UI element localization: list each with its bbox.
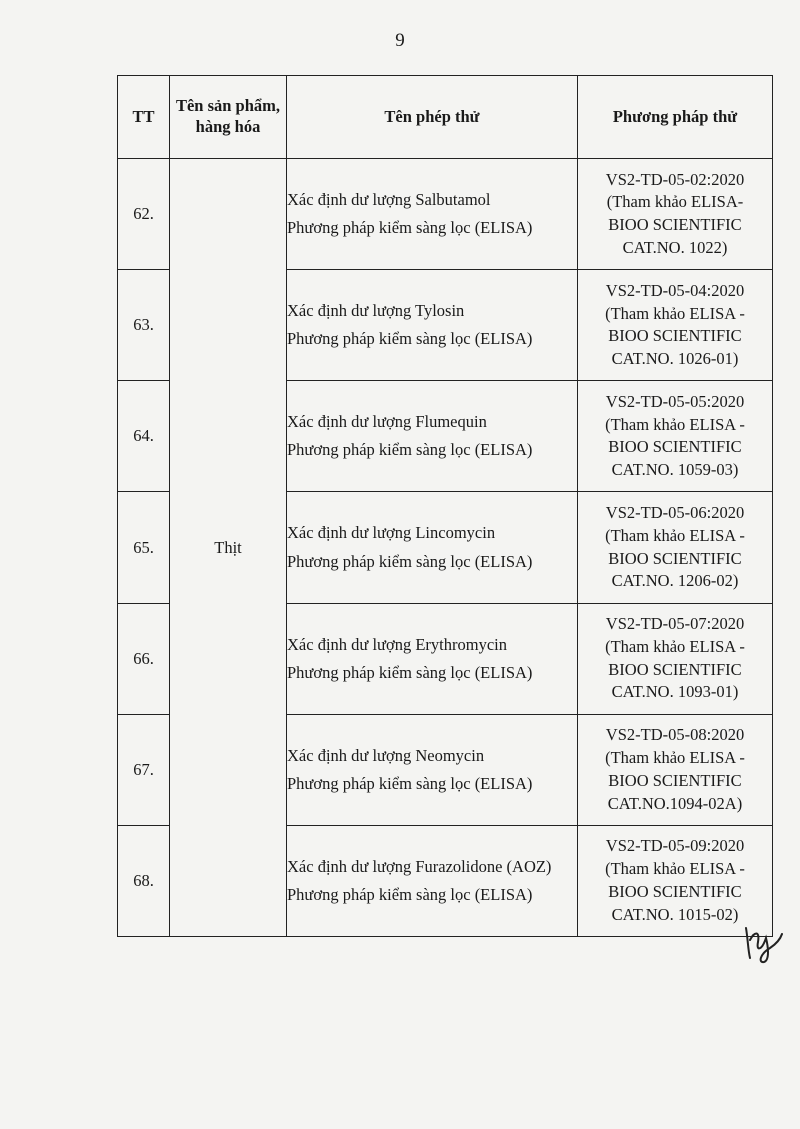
header-test-name: Tên phép thử — [287, 76, 578, 159]
method-reference-line2: BIOO SCIENTIFIC — [608, 437, 742, 457]
row-number: 65. — [118, 492, 170, 603]
row-number: 62. — [118, 159, 170, 270]
method-reference-line2: BIOO SCIENTIFIC — [608, 215, 742, 235]
method-reference-line3: CAT.NO. 1093-01) — [611, 682, 739, 702]
method-reference-line3: CAT.NO. 1059-03) — [611, 460, 739, 480]
method-cell — [578, 603, 773, 714]
method-cell — [578, 159, 773, 270]
test-name-cell — [287, 825, 578, 936]
method-reference-line2: BIOO SCIENTIFIC — [608, 770, 742, 790]
method-code: VS2-TD-05-09:2020 — [605, 836, 745, 856]
method-reference-line1: (Tham khảo ELISA - — [605, 414, 745, 434]
method-reference-line2: BIOO SCIENTIFIC — [608, 659, 742, 679]
table-row — [118, 159, 773, 270]
test-name-cell — [287, 159, 578, 270]
test-method-note: Phương pháp kiểm sàng lọc (ELISA) — [287, 884, 533, 904]
method-reference-line1: (Tham khảo ELISA- — [606, 192, 744, 212]
test-name: Xác định dư lượng Tylosin — [287, 301, 465, 321]
table-header-row — [118, 76, 773, 159]
header-product: Tên sản phẩm, hàng hóa — [170, 76, 287, 159]
method-reference-line3: CAT.NO. 1015-02) — [611, 904, 739, 924]
test-name: Xác định dư lượng Salbutamol — [287, 190, 491, 210]
method-reference-line3: CAT.NO. 1022) — [622, 237, 728, 257]
page-number: 9 — [395, 30, 405, 51]
method-reference-line1: (Tham khảo ELISA - — [605, 859, 745, 879]
row-number: 63. — [118, 270, 170, 381]
test-name: Xác định dư lượng Flumequin — [287, 412, 487, 432]
method-code: VS2-TD-05-08:2020 — [605, 725, 745, 745]
row-number: 68. — [118, 825, 170, 936]
signature-icon — [740, 920, 786, 964]
test-method-note: Phương pháp kiểm sàng lọc (ELISA) — [287, 440, 533, 460]
test-name: Xác định dư lượng Neomycin — [287, 745, 485, 765]
method-code: VS2-TD-05-05:2020 — [605, 391, 745, 411]
row-number: 66. — [118, 603, 170, 714]
method-reference-line2: BIOO SCIENTIFIC — [608, 881, 742, 901]
method-reference-line2: BIOO SCIENTIFIC — [608, 548, 742, 568]
method-cell — [578, 270, 773, 381]
test-name-cell — [287, 270, 578, 381]
test-method-note: Phương pháp kiểm sàng lọc (ELISA) — [287, 329, 533, 349]
header-tt: TT — [118, 76, 170, 159]
method-cell — [578, 714, 773, 825]
test-name-cell — [287, 381, 578, 492]
row-number: 67. — [118, 714, 170, 825]
test-method-note: Phương pháp kiểm sàng lọc (ELISA) — [287, 773, 533, 793]
method-code: VS2-TD-05-04:2020 — [605, 280, 745, 300]
method-reference-line2: BIOO SCIENTIFIC — [608, 326, 742, 346]
test-method-note: Phương pháp kiểm sàng lọc (ELISA) — [287, 551, 533, 571]
method-cell — [578, 381, 773, 492]
test-name: Xác định dư lượng Erythromycin — [287, 634, 507, 654]
test-methods-table — [117, 75, 773, 937]
method-reference-line1: (Tham khảo ELISA - — [605, 525, 745, 545]
method-reference-line1: (Tham khảo ELISA - — [605, 748, 745, 768]
test-name-cell — [287, 492, 578, 603]
test-name: Xác định dư lượng Lincomycin — [287, 523, 496, 543]
method-reference-line3: CAT.NO. 1026-01) — [611, 349, 739, 369]
method-cell — [578, 492, 773, 603]
method-code: VS2-TD-05-02:2020 — [605, 169, 745, 189]
test-method-note: Phương pháp kiểm sàng lọc (ELISA) — [287, 218, 533, 238]
test-name-cell — [287, 603, 578, 714]
method-code: VS2-TD-05-07:2020 — [605, 614, 745, 634]
method-code: VS2-TD-05-06:2020 — [605, 503, 745, 522]
method-reference-line3: CAT.NO.1094-02A) — [607, 793, 743, 813]
test-name-cell — [287, 714, 578, 825]
test-method-note: Phương pháp kiểm sàng lọc (ELISA) — [287, 662, 533, 682]
header-test-method: Phương pháp thử — [578, 76, 773, 159]
method-reference-line1: (Tham khảo ELISA - — [605, 303, 745, 323]
method-reference-line3: CAT.NO. 1206-02) — [611, 571, 739, 591]
test-name: Xác định dư lượng Furazolidone (AOZ) — [287, 856, 552, 876]
method-reference-line1: (Tham khảo ELISA - — [605, 636, 745, 656]
row-number: 64. — [118, 381, 170, 492]
product-group-cell: Thịt — [170, 159, 287, 937]
